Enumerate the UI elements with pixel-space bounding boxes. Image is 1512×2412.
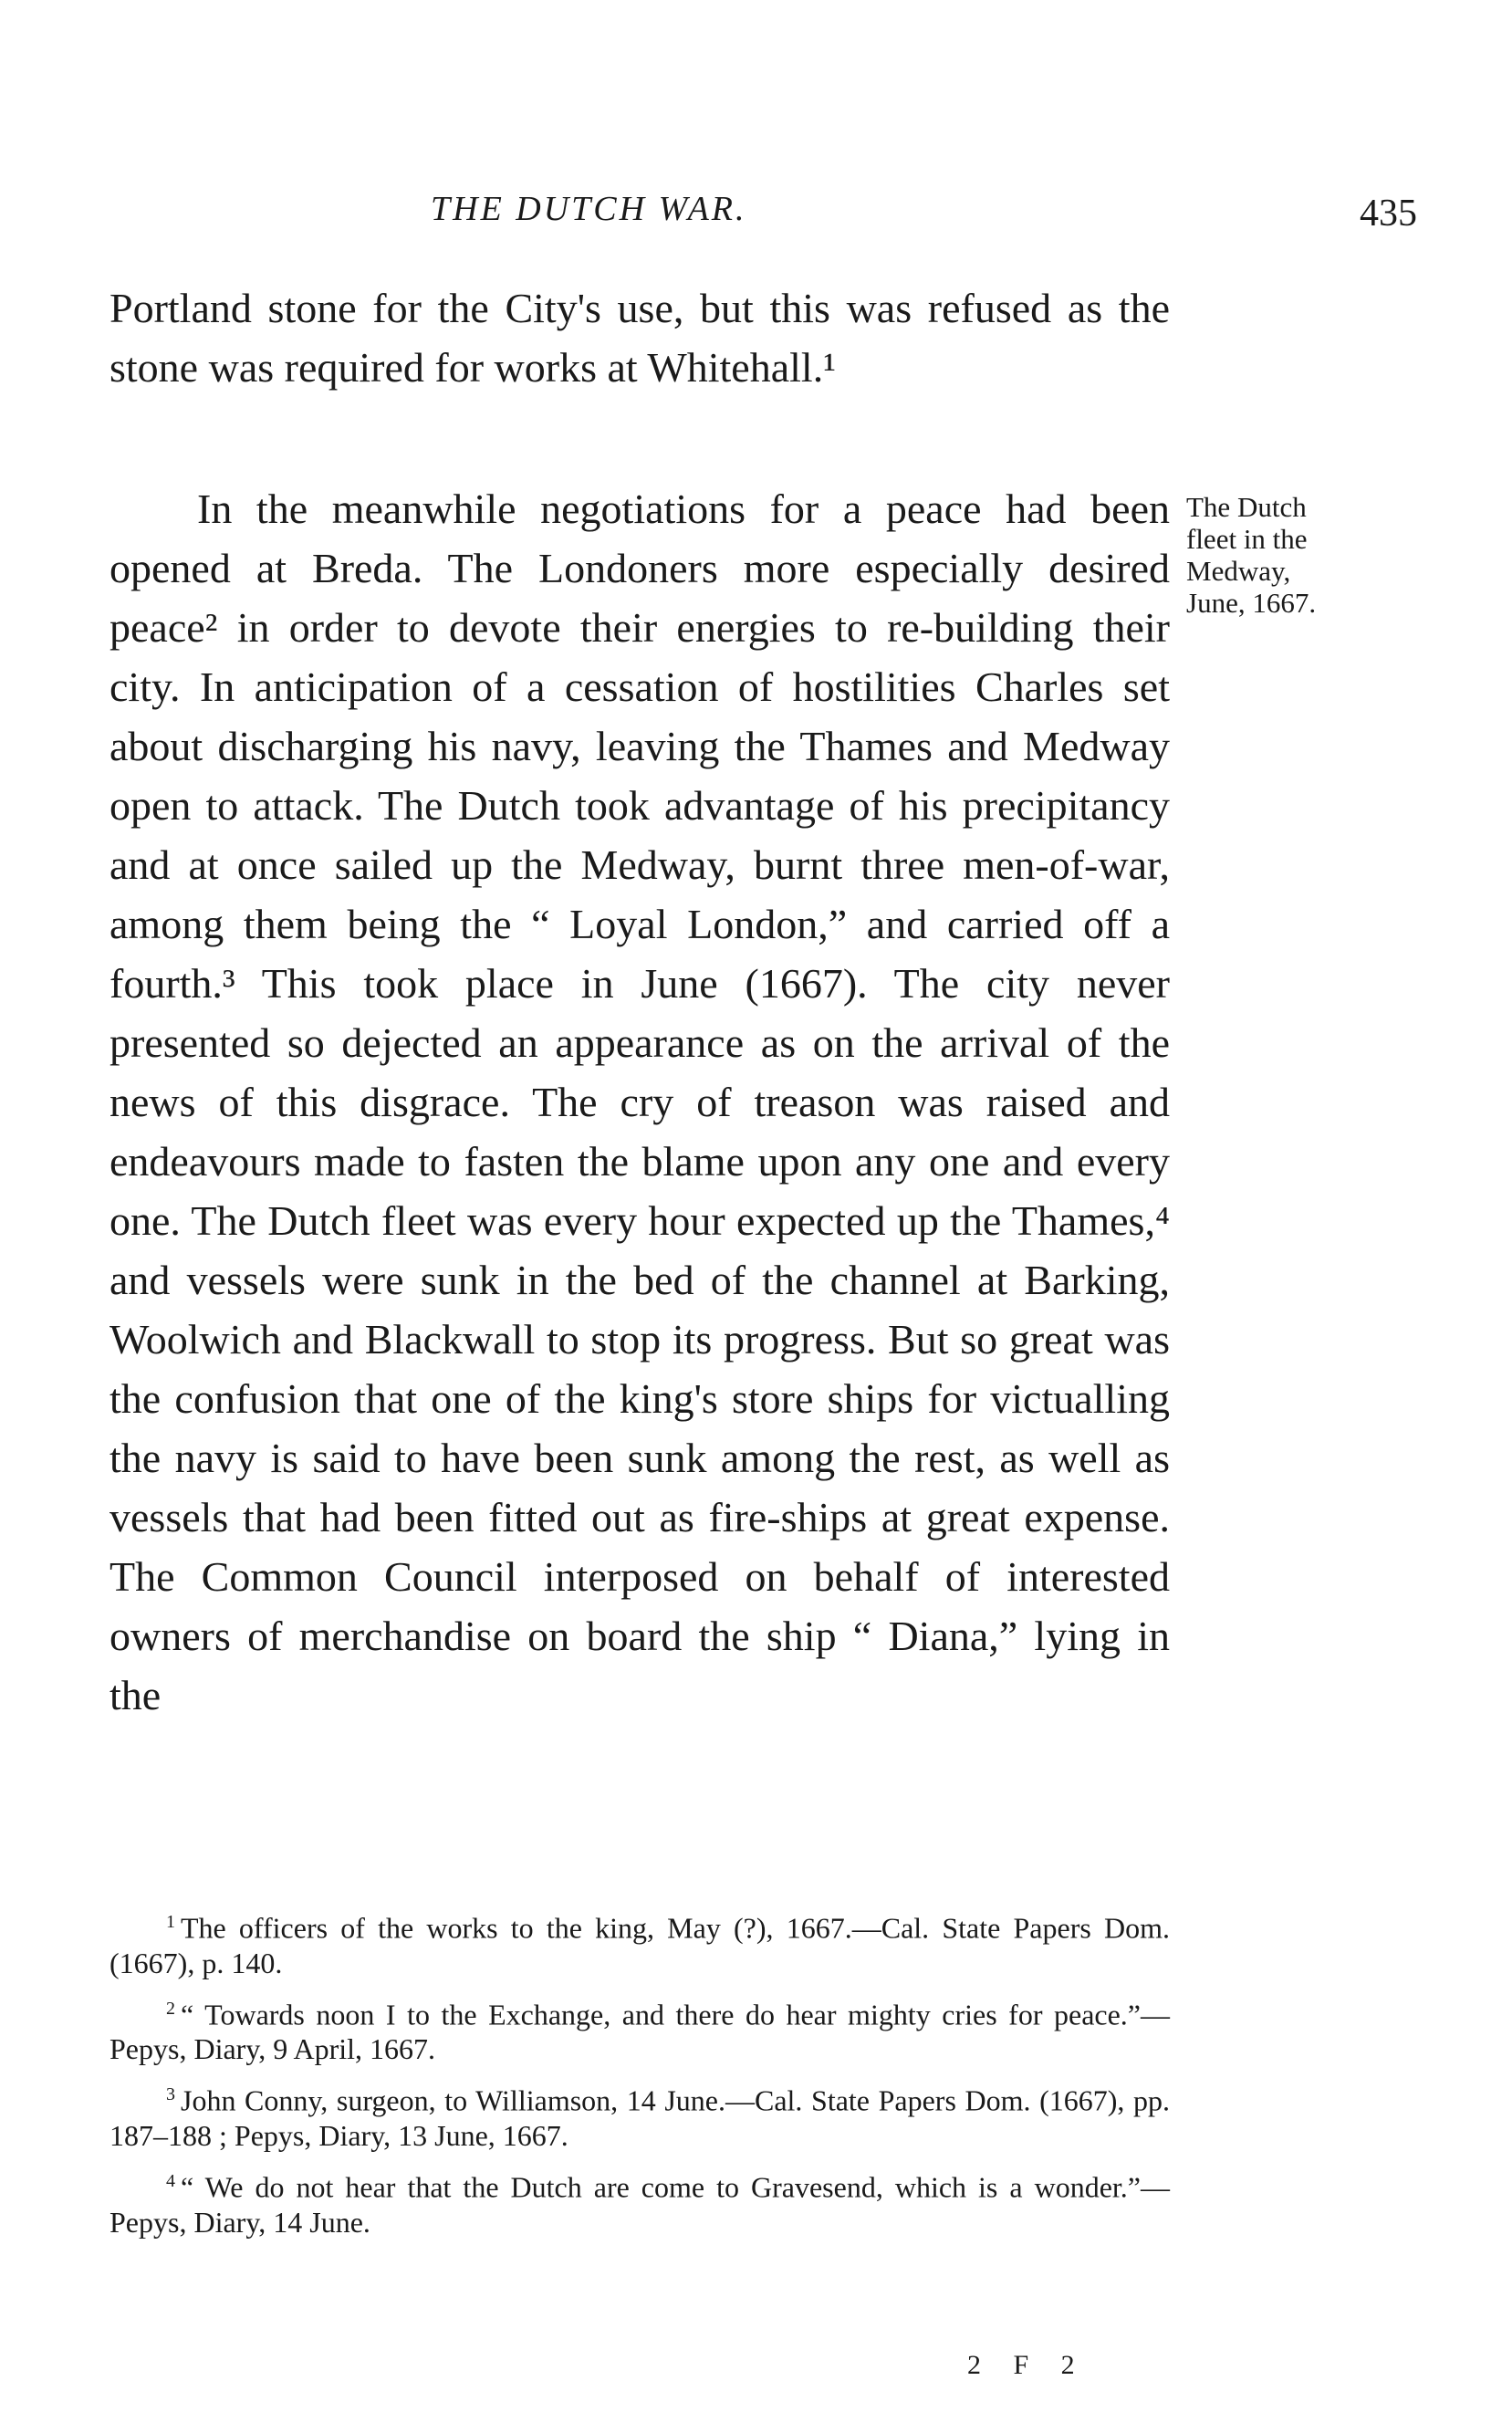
body-paragraph-2 <box>109 479 1170 1725</box>
paragraph-text: In the meanwhile negotiations for a peace had been opened at Breda. The Londoners more especially desired peace² in order to devote their energies to re-building their city. In anticipation of a cessation of hostilities Charles set about discharging his navy, leaving the Thames and Medway open to attack. The Dutch took advantage of his precipitancy and at once sailed up the Medway, burnt three men-of-war, among them being the “ Loyal London,” and carried off a fourth.³ This took place in June (1667). The city never presented so dejected an appearance as on the arrival of the news of this disgrace. The cry of treason was raised and endeavours made to fasten the blame upon any one and every one. The Dutch fleet was every hour expected up the Thames,⁴ and vessels were sunk in the bed of the channel at Barking, Woolwich and Blackwall to stop its progress. But so great was the confusion that one of the king's store ships for victualling the navy is said to have been sunk among the rest, as well as vessels that had been fitted out as fire-ships at great expense. The Common Council interposed on behalf of interested owners of merchandise on board the ship “ Diana,” lying in the <box>109 486 1170 1718</box>
footnote-2 <box>109 1991 1170 2067</box>
footnote-text: John Conny, surgeon, to Williamson, 14 June.—Cal. State Papers Dom. (1667), pp. 187–188 ; Pepys, Diary, 13 June, 1667. <box>109 2083 1170 2152</box>
footnote-marker: 3 <box>166 2084 175 2105</box>
footnote-text: “ We do not hear that the Dutch are come to Gravesend, which is a wonder.”—Pepys, Diary, 14 June. <box>109 2170 1170 2239</box>
marginal-note-line: June, 1667. <box>1186 587 1317 619</box>
body-paragraph-1 <box>109 278 1170 397</box>
footnote-text: The officers of the works to the king, May (?), 1667.—Cal. State Papers Dom. (1667), p. 140. <box>109 1911 1170 1979</box>
page-number: 435 <box>1360 193 1417 235</box>
running-head: THE DUTCH WAR. <box>431 190 747 228</box>
marginal-note <box>1186 491 1369 619</box>
footnote-4 <box>109 2164 1170 2240</box>
paragraph-text: Portland stone for the City's use, but this was refused as the stone was required for works at Whitehall.¹ <box>109 285 1170 391</box>
footnotes <box>109 1905 1170 2250</box>
marginal-note-line: The Dutch <box>1186 491 1307 523</box>
footnote-text: “ Towards noon I to the Exchange, and there do hear mighty cries for peace.”—Pepys, Diary, 9 April, 1667. <box>109 1998 1170 2066</box>
footnote-1 <box>109 1905 1170 1980</box>
marginal-note-line: Medway, <box>1186 555 1291 587</box>
marginal-note-line: fleet in the <box>1186 523 1308 555</box>
footnote-marker: 2 <box>166 1998 175 2019</box>
footnote-3 <box>109 2077 1170 2153</box>
footnote-marker: 1 <box>166 1912 175 1932</box>
footnote-marker: 4 <box>166 2170 175 2191</box>
signature-mark: 2 F 2 <box>967 2350 1088 2380</box>
